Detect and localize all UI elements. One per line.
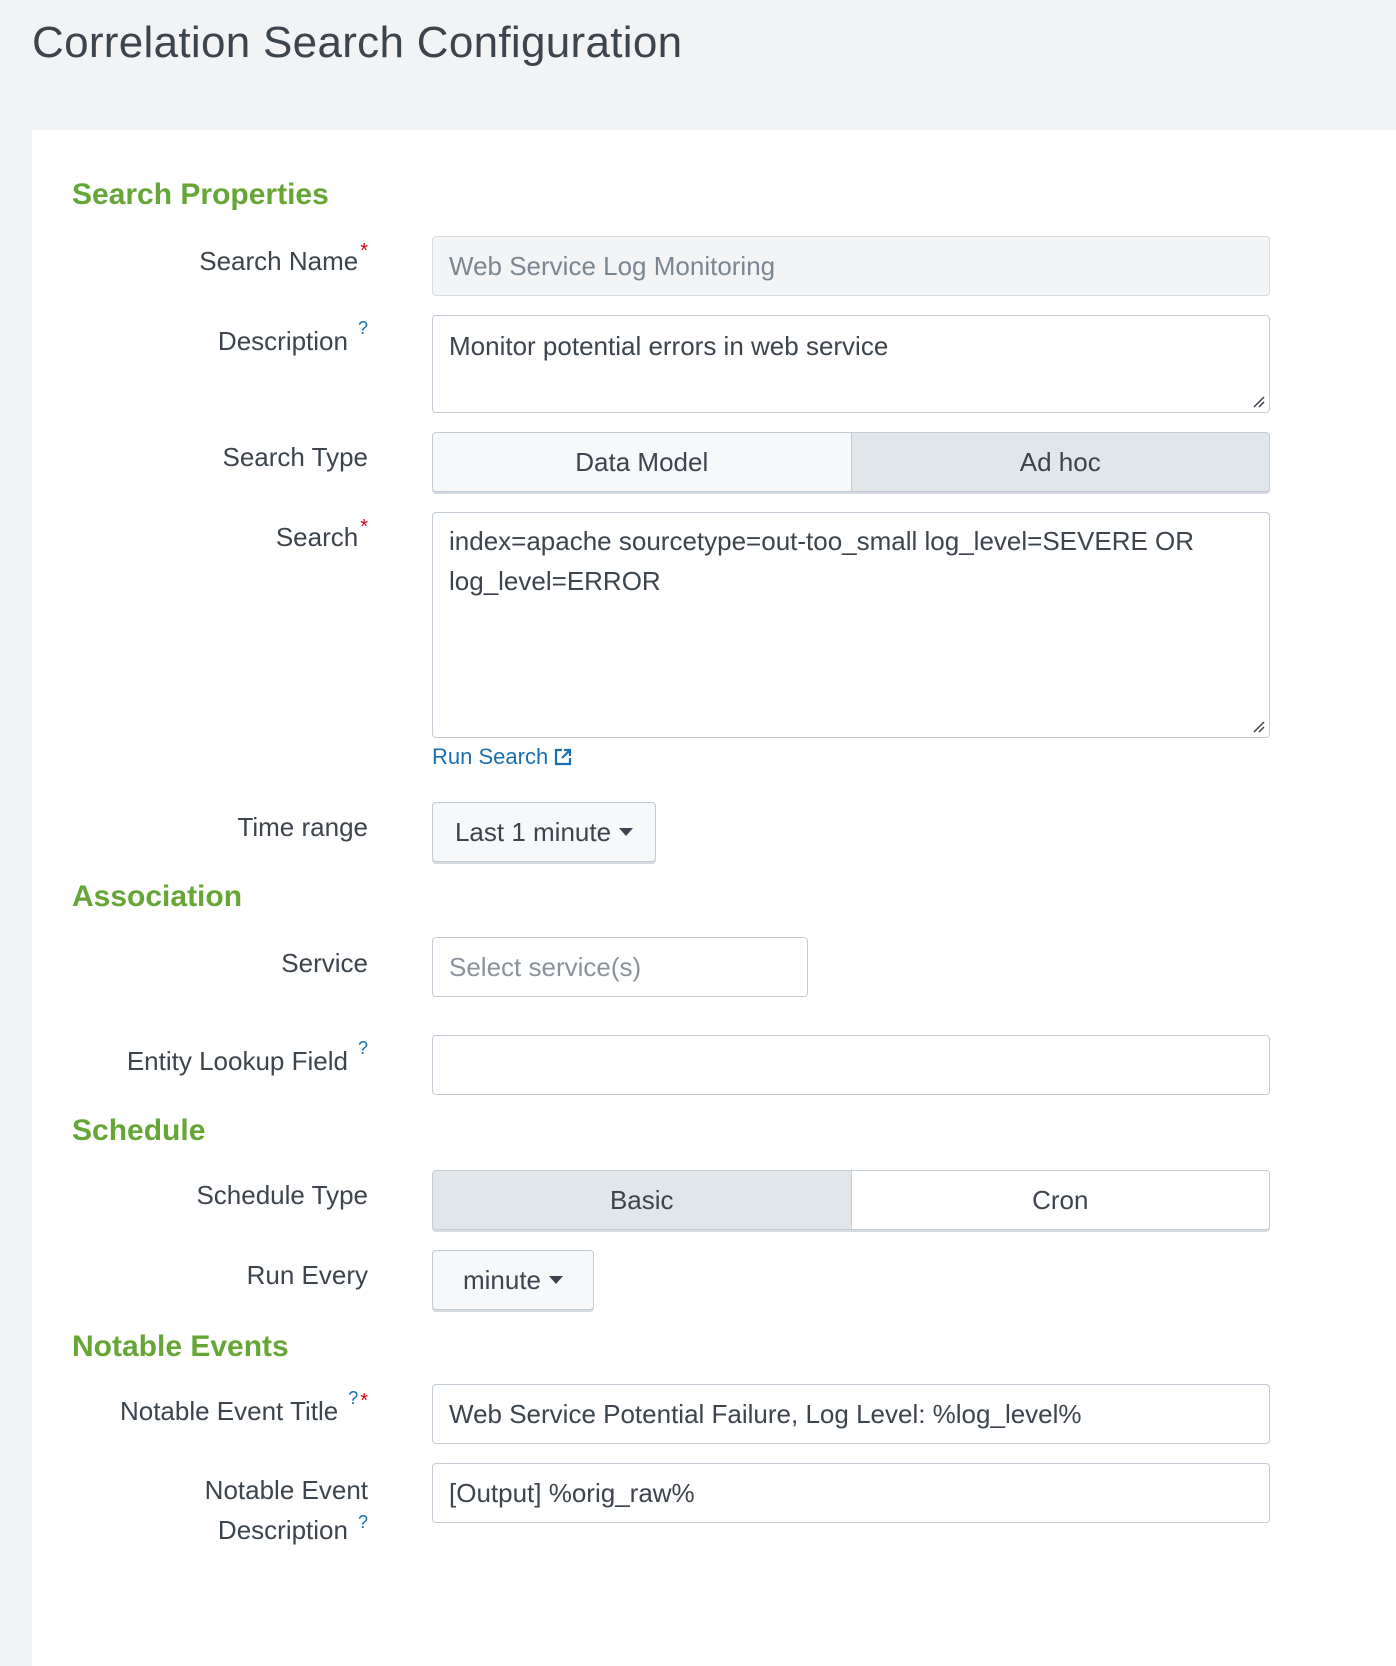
page-title: Correlation Search Configuration: [32, 18, 683, 67]
search-name-label: Search Name: [199, 246, 359, 276]
help-icon[interactable]: ?: [357, 1038, 368, 1058]
notable-title-input[interactable]: [432, 1384, 1270, 1444]
description-value: Monitor potential errors in web service: [449, 331, 889, 361]
required-icon: *: [360, 240, 368, 262]
schedule-type-cron-button[interactable]: Cron: [851, 1171, 1270, 1229]
notable-description-input[interactable]: [432, 1463, 1270, 1523]
help-icon[interactable]: ?: [357, 1512, 368, 1532]
resize-handle-icon[interactable]: [1251, 394, 1265, 408]
section-title-schedule: Schedule: [72, 1114, 206, 1147]
section-title-association: Association: [72, 880, 243, 913]
section-title-search-properties: Search Properties: [72, 178, 329, 211]
search-name-value: Web Service Log Monitoring: [449, 250, 776, 281]
entity-lookup-label: Entity Lookup Field: [126, 1046, 348, 1076]
service-label: Service: [281, 948, 368, 978]
required-icon: *: [360, 1390, 368, 1412]
schedule-type-basic-button[interactable]: Basic: [433, 1171, 851, 1229]
help-icon[interactable]: ?: [357, 318, 368, 338]
schedule-type-toggle: [432, 1170, 1270, 1230]
search-textarea[interactable]: [432, 512, 1270, 738]
caret-down-icon: [549, 1276, 563, 1284]
external-link-icon: [554, 748, 572, 766]
section-title-notable-events: Notable Events: [72, 1330, 289, 1363]
notable-description-label-line2: Description: [217, 1515, 348, 1545]
required-icon: *: [360, 516, 368, 538]
notable-title-value: Web Service Potential Failure, Log Level: %log_level%: [449, 1398, 1082, 1429]
caret-down-icon: [619, 828, 633, 836]
run-every-dropdown[interactable]: [432, 1250, 594, 1310]
help-icon[interactable]: ?: [348, 1388, 359, 1408]
search-type-data-model-button[interactable]: Data Model: [433, 433, 851, 491]
schedule-type-label: Schedule Type: [196, 1180, 368, 1210]
run-every-value: minute: [462, 1264, 542, 1295]
time-range-value: Last 1 minute: [454, 816, 612, 847]
search-query-value: index=apache sourcetype=out-too_small log_level=SEVERE OR log_level=ERROR: [449, 526, 1195, 596]
run-search-link[interactable]: [432, 744, 572, 770]
search-type-ad-hoc-button[interactable]: Ad hoc: [851, 433, 1270, 491]
notable-description-label-line1: Notable Event: [204, 1475, 368, 1505]
time-range-dropdown[interactable]: [432, 802, 656, 862]
description-label: Description: [217, 326, 348, 356]
service-placeholder: Select service(s): [449, 951, 642, 982]
notable-title-label: Notable Event Title: [119, 1396, 339, 1426]
search-type-toggle: [432, 432, 1270, 492]
resize-handle-icon[interactable]: [1251, 719, 1265, 733]
entity-lookup-input[interactable]: [432, 1035, 1270, 1095]
run-every-label: Run Every: [246, 1260, 368, 1290]
search-label: Search: [275, 522, 359, 552]
form-panel: [32, 130, 1396, 1666]
description-textarea[interactable]: [432, 315, 1270, 413]
time-range-label: Time range: [237, 812, 368, 842]
run-search-label: Run Search: [432, 744, 549, 769]
search-type-label: Search Type: [222, 442, 368, 472]
service-select-input[interactable]: [432, 937, 808, 997]
notable-description-value: [Output] %orig_raw%: [449, 1477, 695, 1508]
search-name-input[interactable]: [432, 236, 1270, 296]
